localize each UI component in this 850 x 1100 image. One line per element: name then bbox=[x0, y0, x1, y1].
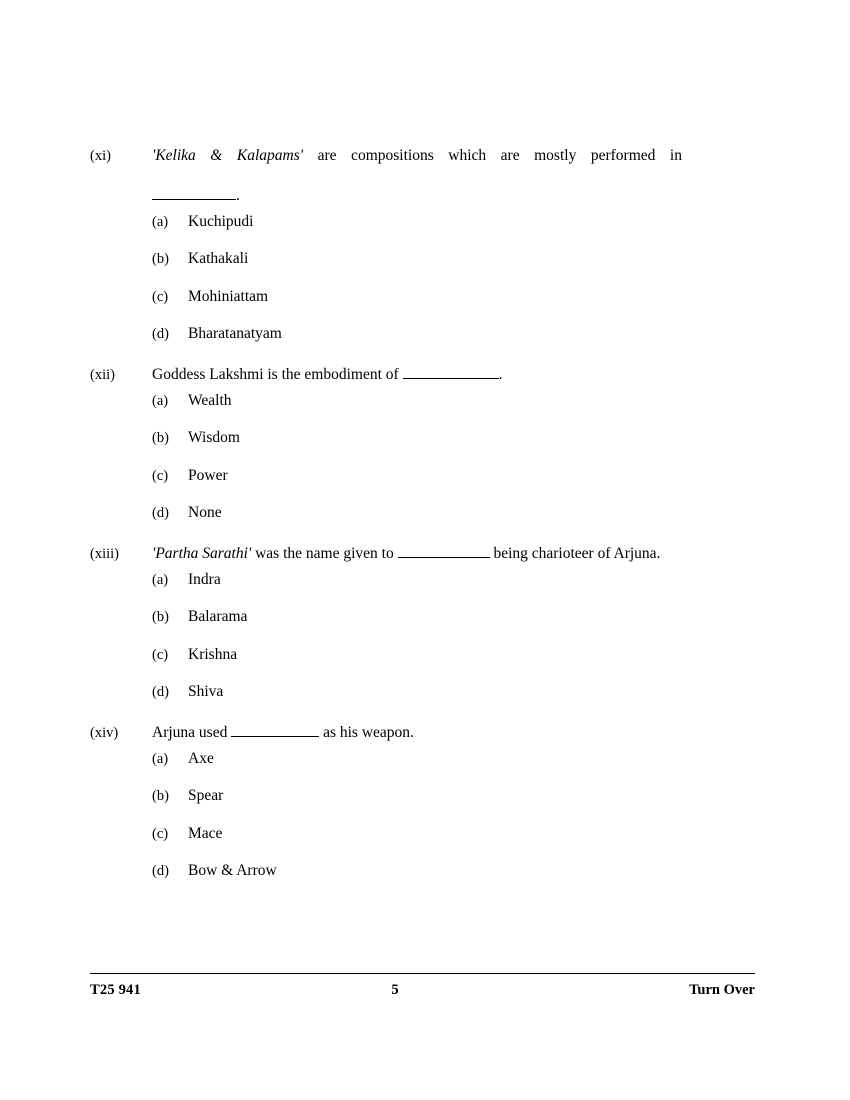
option-text: Mace bbox=[188, 824, 223, 842]
question-stem-period: . bbox=[498, 365, 503, 383]
question-stem-text: are compositions which are mostly performed in bbox=[317, 147, 682, 164]
option-text: Power bbox=[188, 466, 228, 484]
option-text: Spear bbox=[188, 787, 224, 805]
option-item[interactable] bbox=[152, 504, 755, 542]
option-label: (b) bbox=[152, 609, 169, 626]
option-text: Mohiniattam bbox=[188, 287, 269, 305]
option-text: Kuchipudi bbox=[188, 212, 254, 230]
question-stem-blank-line bbox=[152, 186, 755, 207]
question-stem bbox=[152, 146, 682, 167]
question-xiii bbox=[90, 544, 755, 721]
question-stem-tail: as his weapon. bbox=[319, 723, 414, 741]
question-number: (xii) bbox=[90, 366, 115, 383]
question-stem-italic: 'Partha Sarathi' bbox=[152, 544, 252, 562]
footer-paper-code: T25 941 bbox=[90, 982, 141, 998]
options-xi bbox=[152, 213, 755, 363]
question-xiv bbox=[90, 723, 755, 900]
option-item[interactable] bbox=[152, 325, 755, 363]
page-footer bbox=[90, 982, 755, 999]
answer-blank[interactable] bbox=[231, 736, 319, 737]
question-xii bbox=[90, 365, 755, 542]
option-text: Bow & Arrow bbox=[188, 862, 277, 880]
option-text: Axe bbox=[188, 749, 214, 767]
option-item[interactable] bbox=[152, 571, 755, 609]
option-text: Wisdom bbox=[188, 429, 240, 447]
option-label: (d) bbox=[152, 326, 169, 343]
option-label: (c) bbox=[152, 646, 169, 663]
answer-blank[interactable] bbox=[398, 557, 490, 558]
question-stem bbox=[152, 544, 755, 565]
option-label: (a) bbox=[152, 750, 169, 767]
options-xiii bbox=[152, 571, 755, 721]
question-stem bbox=[152, 723, 755, 744]
question-list bbox=[90, 146, 755, 902]
option-label: (d) bbox=[152, 684, 169, 701]
turn-over-note: Turn Over bbox=[689, 982, 755, 998]
option-text: Balarama bbox=[188, 608, 248, 626]
option-text: Wealth bbox=[188, 391, 232, 409]
option-label: (a) bbox=[152, 392, 169, 409]
option-item[interactable] bbox=[152, 683, 755, 721]
option-label: (d) bbox=[152, 863, 169, 880]
option-label: (b) bbox=[152, 430, 169, 447]
option-label: (c) bbox=[152, 825, 169, 842]
question-xi bbox=[90, 146, 755, 363]
option-item[interactable] bbox=[152, 213, 755, 251]
option-item[interactable] bbox=[152, 429, 755, 467]
option-label: (d) bbox=[152, 505, 169, 522]
option-label: (c) bbox=[152, 467, 169, 484]
option-item[interactable] bbox=[152, 646, 755, 684]
option-item[interactable] bbox=[152, 392, 755, 430]
question-stem bbox=[152, 365, 755, 386]
question-stem-period: . bbox=[236, 186, 240, 204]
options-xii bbox=[152, 392, 755, 542]
question-number: (xi) bbox=[90, 148, 111, 164]
option-text: Indra bbox=[188, 570, 221, 588]
option-label: (b) bbox=[152, 251, 169, 268]
option-item[interactable] bbox=[152, 250, 755, 288]
question-stem-italic: 'Kelika & Kalapams' bbox=[152, 147, 304, 164]
option-item[interactable] bbox=[152, 288, 755, 326]
option-text: None bbox=[188, 504, 222, 522]
question-number: (xiv) bbox=[90, 724, 119, 741]
option-text: Kathakali bbox=[188, 250, 249, 268]
question-stem-text: Arjuna used bbox=[152, 723, 232, 741]
option-text: Bharatanatyam bbox=[188, 325, 282, 343]
answer-blank[interactable] bbox=[403, 378, 499, 379]
option-item[interactable] bbox=[152, 825, 755, 863]
footer-divider bbox=[90, 973, 755, 974]
question-stem-text: was the name given to bbox=[251, 544, 398, 562]
option-item[interactable] bbox=[152, 750, 755, 788]
option-label: (a) bbox=[152, 213, 169, 230]
question-number: (xiii) bbox=[90, 545, 119, 562]
option-text: Krishna bbox=[188, 645, 238, 663]
option-item[interactable] bbox=[152, 787, 755, 825]
options-xiv bbox=[152, 750, 755, 900]
option-label: (c) bbox=[152, 288, 169, 305]
page-number: 5 bbox=[391, 982, 399, 998]
option-item[interactable] bbox=[152, 608, 755, 646]
option-label: (a) bbox=[152, 571, 169, 588]
option-item[interactable] bbox=[152, 467, 755, 505]
option-item[interactable] bbox=[152, 862, 755, 900]
option-text: Shiva bbox=[188, 683, 224, 701]
question-stem-text: Goddess Lakshmi is the embodiment of bbox=[152, 365, 403, 383]
option-label: (b) bbox=[152, 788, 169, 805]
question-stem-tail: being charioteer of Arjuna. bbox=[489, 544, 661, 562]
answer-blank[interactable] bbox=[152, 199, 236, 200]
